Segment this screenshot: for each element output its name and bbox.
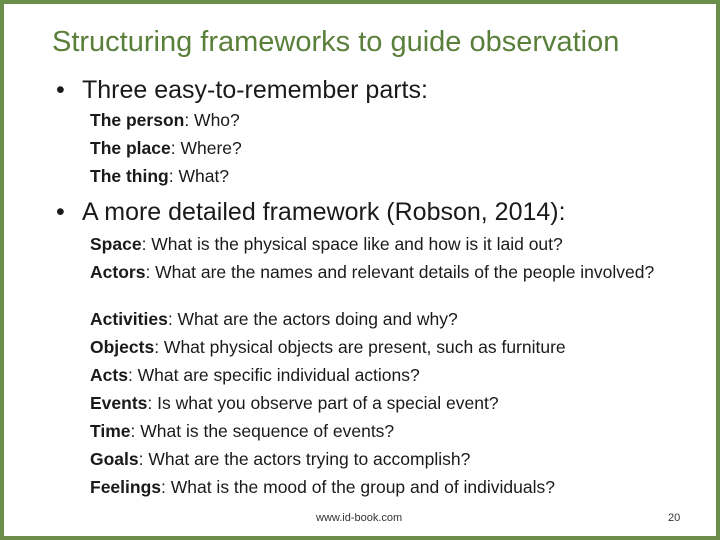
description: : What are specific individual actions? [127, 365, 420, 385]
list-item-place [90, 138, 242, 159]
bullet-text: A more detailed framework (Robson, 2014): [82, 198, 566, 226]
list-item-acts [90, 365, 420, 386]
term: Space [90, 234, 142, 254]
bullet-dot: • [56, 76, 65, 104]
description: : Is what you observe part of a special event? [147, 393, 499, 413]
list-item-space [90, 234, 680, 255]
term: Goals [90, 449, 139, 469]
description: : What is the mood of the group and of individuals? [161, 477, 555, 497]
list-item-feelings [90, 477, 555, 498]
description: : Who? [184, 110, 240, 130]
list-item-thing [90, 166, 229, 187]
bullet-simple-parts [56, 76, 428, 105]
term: Feelings [90, 477, 161, 497]
description: : What are the actors trying to accomplish? [138, 449, 471, 469]
list-item-objects [90, 337, 566, 358]
list-item-activities [90, 309, 458, 330]
term: The thing [90, 166, 169, 186]
term: The person [90, 110, 185, 130]
slide-title: Structuring frameworks to guide observation [52, 26, 620, 58]
term: Acts [90, 365, 128, 385]
term: Activities [90, 309, 168, 329]
list-item-goals [90, 449, 470, 470]
description: : Where? [170, 138, 242, 158]
list-item-person [90, 110, 240, 131]
bullet-text: Three easy-to-remember parts: [82, 76, 428, 104]
description: : What is the sequence of events? [130, 421, 395, 441]
list-item-actors [90, 262, 680, 283]
term: Time [90, 421, 131, 441]
bullet-detailed-framework [56, 198, 566, 227]
list-item-events [90, 393, 499, 414]
description: : What is the physical space like and how is it laid out? [141, 234, 563, 254]
description: : What? [168, 166, 230, 186]
term: Objects [90, 337, 155, 357]
bullet-dot: • [56, 198, 65, 226]
description: : What physical objects are present, such as furniture [154, 337, 566, 357]
footer-url: www.id-book.com [316, 512, 403, 524]
description: : What are the actors doing and why? [167, 309, 458, 329]
term: Events [90, 393, 148, 413]
list-item-time [90, 421, 394, 442]
term: Actors [90, 262, 146, 282]
page-number: 20 [668, 512, 681, 524]
term: The place [90, 138, 171, 158]
description: : What are the names and relevant details of the people involved? [145, 262, 655, 282]
